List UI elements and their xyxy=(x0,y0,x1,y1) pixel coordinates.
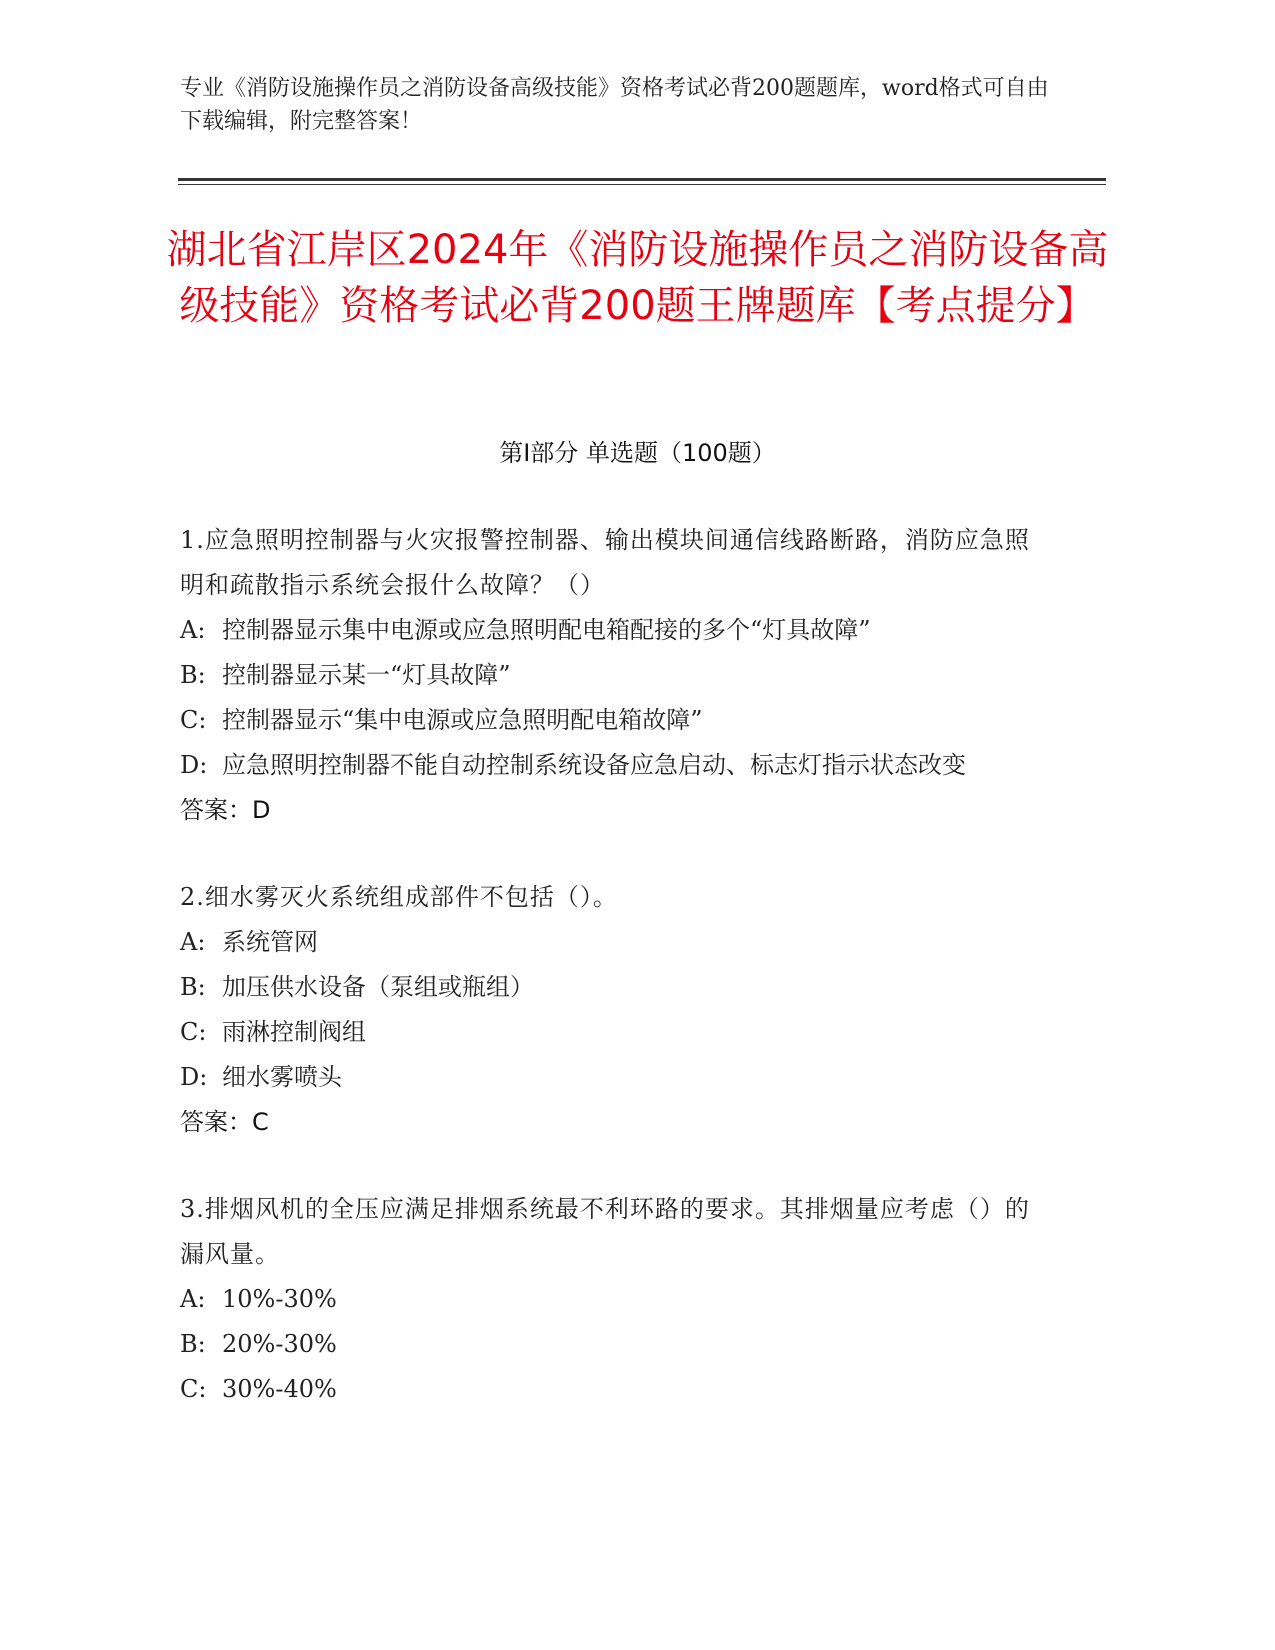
option-c xyxy=(180,698,1050,743)
option-c xyxy=(180,1010,1050,1055)
option-a xyxy=(180,608,1050,653)
question-2 xyxy=(180,875,1050,1145)
option-text: 30%-40% xyxy=(222,1375,337,1403)
option-text: 应急照明控制器不能自动控制系统设备应急启动、标志灯指示状态改变 xyxy=(222,751,966,779)
option-key: A: xyxy=(180,928,206,956)
option-key: B: xyxy=(180,1330,206,1358)
question-list xyxy=(180,518,1050,1454)
option-key: C: xyxy=(180,1375,207,1403)
question-stem: 1.应急照明控制器与火灾报警控制器、输出模块间通信线路断路，消防应急照明和疏散指示系统会报什么故障？（） xyxy=(180,526,1030,599)
option-c xyxy=(180,1367,1050,1412)
option-text: 系统管网 xyxy=(222,928,318,956)
option-b xyxy=(180,1322,1050,1367)
option-text: 10%-30% xyxy=(222,1285,337,1313)
question-3 xyxy=(180,1187,1050,1412)
section-heading: 第I部分 单选题（100题） xyxy=(499,439,776,467)
document-header: 专业《消防设施操作员之消防设备高级技能》资格考试必背200题题库，word格式可自由下载编辑，附完整答案！ xyxy=(180,76,1049,134)
option-b xyxy=(180,653,1050,698)
header-divider-thin xyxy=(178,184,1106,185)
option-text: 控制器显示某一“灯具故障” xyxy=(222,661,511,689)
option-a xyxy=(180,1277,1050,1322)
option-text: 雨淋控制阀组 xyxy=(222,1018,366,1046)
option-text: 控制器显示集中电源或应急照明配电箱配接的多个“灯具故障” xyxy=(222,616,871,644)
option-key: C: xyxy=(180,1018,207,1046)
option-key: B: xyxy=(180,661,206,689)
option-text: 加压供水设备（泵组或瓶组） xyxy=(222,973,534,1001)
option-key: A: xyxy=(180,1285,206,1313)
header-divider-thick xyxy=(178,178,1106,181)
option-key: D: xyxy=(180,1063,208,1091)
document-title: 湖北省江岸区2024年《消防设施操作员之消防设备高级技能》资格考试必背200题王牌题库【考点提分】 xyxy=(166,227,1109,329)
option-key: B: xyxy=(180,973,206,1001)
option-key: C: xyxy=(180,706,207,734)
question-stem: 2.细水雾灭火系统组成部件不包括（）。 xyxy=(180,883,618,911)
question-stem: 3.排烟风机的全压应满足排烟系统最不利环路的要求。其排烟量应考虑（）的漏风量。 xyxy=(180,1195,1030,1268)
answer-line: 答案：D xyxy=(180,796,271,824)
option-text: 20%-30% xyxy=(222,1330,337,1358)
option-key: A: xyxy=(180,616,206,644)
question-1 xyxy=(180,518,1050,833)
option-a xyxy=(180,920,1050,965)
option-text: 控制器显示“集中电源或应急照明配电箱故障” xyxy=(222,706,703,734)
option-d xyxy=(180,1055,1050,1100)
option-d xyxy=(180,743,1050,788)
option-b xyxy=(180,965,1050,1010)
option-text: 细水雾喷头 xyxy=(222,1063,342,1091)
option-key: D: xyxy=(180,751,208,779)
answer-line: 答案：C xyxy=(180,1108,269,1136)
